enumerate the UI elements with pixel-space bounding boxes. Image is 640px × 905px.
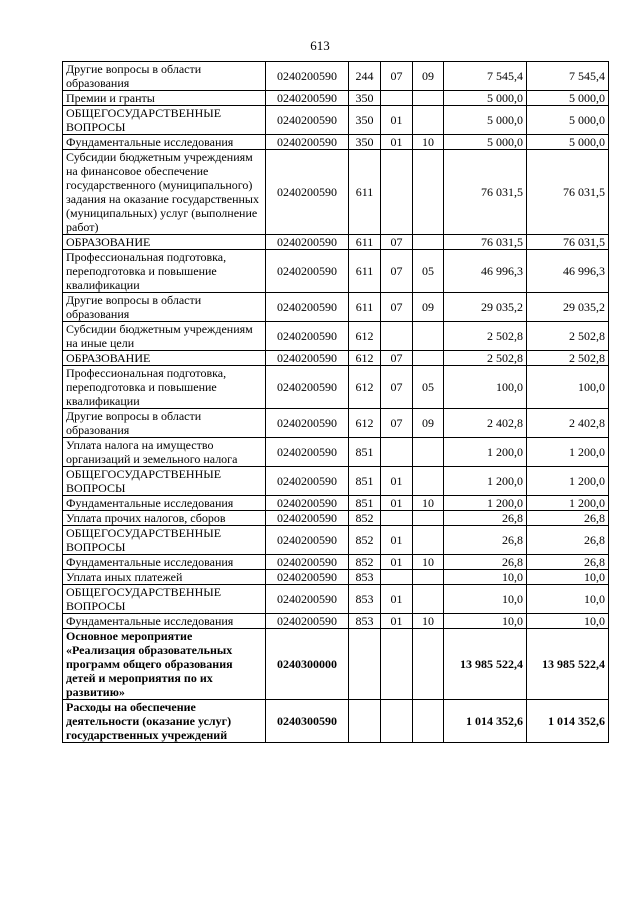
row-expense-type-cell: 350 bbox=[349, 91, 381, 106]
row-code-cell: 0240300590 bbox=[266, 700, 349, 743]
row-section-cell bbox=[381, 322, 413, 351]
row-section-cell bbox=[381, 150, 413, 235]
row-section-cell: 07 bbox=[381, 250, 413, 293]
row-name-cell: Уплата прочих налогов, сборов bbox=[63, 511, 266, 526]
row-name-cell: Профессиональная подготовка, переподготовка и повышение квалификации bbox=[63, 366, 266, 409]
row-sum2-cell: 2 402,8 bbox=[527, 409, 609, 438]
row-name-cell: ОБЩЕГОСУДАРСТВЕННЫЕ ВОПРОСЫ bbox=[63, 467, 266, 496]
row-sum1-cell: 5 000,0 bbox=[444, 91, 527, 106]
row-subsection-cell: 10 bbox=[413, 614, 444, 629]
page-number: 613 bbox=[310, 38, 330, 53]
table-row bbox=[63, 555, 609, 570]
row-sum2-cell: 1 200,0 bbox=[527, 496, 609, 511]
row-subsection-cell: 05 bbox=[413, 250, 444, 293]
row-expense-type-cell: 612 bbox=[349, 366, 381, 409]
row-code-cell: 0240200590 bbox=[266, 496, 349, 511]
row-section-cell: 01 bbox=[381, 496, 413, 511]
row-section-cell: 07 bbox=[381, 409, 413, 438]
row-expense-type-cell: 851 bbox=[349, 467, 381, 496]
row-code-cell: 0240200590 bbox=[266, 293, 349, 322]
row-sum1-cell: 5 000,0 bbox=[444, 135, 527, 150]
row-sum2-cell: 26,8 bbox=[527, 511, 609, 526]
row-code-cell: 0240200590 bbox=[266, 438, 349, 467]
row-code-cell: 0240200590 bbox=[266, 555, 349, 570]
row-name-cell: Другие вопросы в области образования bbox=[63, 293, 266, 322]
row-expense-type-cell: 611 bbox=[349, 235, 381, 250]
row-expense-type-cell: 853 bbox=[349, 614, 381, 629]
row-sum1-cell: 76 031,5 bbox=[444, 235, 527, 250]
row-sum2-cell: 10,0 bbox=[527, 585, 609, 614]
budget-table bbox=[62, 61, 609, 743]
row-subsection-cell: 10 bbox=[413, 555, 444, 570]
row-sum1-cell: 5 000,0 bbox=[444, 106, 527, 135]
table-row bbox=[63, 62, 609, 91]
row-expense-type-cell: 611 bbox=[349, 293, 381, 322]
row-name-cell: Фундаментальные исследования bbox=[63, 135, 266, 150]
row-section-cell: 01 bbox=[381, 585, 413, 614]
row-code-cell: 0240200590 bbox=[266, 614, 349, 629]
row-expense-type-cell: 852 bbox=[349, 511, 381, 526]
row-sum2-cell: 5 000,0 bbox=[527, 135, 609, 150]
table-row bbox=[63, 250, 609, 293]
row-section-cell: 07 bbox=[381, 366, 413, 409]
row-sum2-cell: 76 031,5 bbox=[527, 235, 609, 250]
row-subsection-cell: 09 bbox=[413, 62, 444, 91]
row-sum1-cell: 10,0 bbox=[444, 614, 527, 629]
row-subsection-cell bbox=[413, 570, 444, 585]
table-row bbox=[63, 629, 609, 700]
row-code-cell: 0240200590 bbox=[266, 62, 349, 91]
row-name-cell: Премии и гранты bbox=[63, 91, 266, 106]
row-subsection-cell bbox=[413, 235, 444, 250]
row-expense-type-cell bbox=[349, 700, 381, 743]
row-name-cell: Расходы на обеспечение деятельности (оказание услуг) государственных учреждений bbox=[63, 700, 266, 743]
row-sum1-cell: 2 402,8 bbox=[444, 409, 527, 438]
row-subsection-cell bbox=[413, 351, 444, 366]
row-subsection-cell bbox=[413, 467, 444, 496]
row-code-cell: 0240200590 bbox=[266, 322, 349, 351]
row-expense-type-cell: 612 bbox=[349, 409, 381, 438]
row-name-cell: Другие вопросы в области образования bbox=[63, 62, 266, 91]
row-sum2-cell: 26,8 bbox=[527, 555, 609, 570]
table-row bbox=[63, 235, 609, 250]
table-row bbox=[63, 526, 609, 555]
table-row bbox=[63, 366, 609, 409]
row-name-cell: ОБЩЕГОСУДАРСТВЕННЫЕ ВОПРОСЫ bbox=[63, 526, 266, 555]
table-row bbox=[63, 511, 609, 526]
row-section-cell bbox=[381, 570, 413, 585]
row-subsection-cell bbox=[413, 526, 444, 555]
row-code-cell: 0240200590 bbox=[266, 585, 349, 614]
table-body bbox=[63, 62, 609, 743]
row-name-cell: Субсидии бюджетным учреждениям на финансовое обеспечение государственного (муниципального) задания на оказание государственных (муниципальных) услуг (выполнение работ) bbox=[63, 150, 266, 235]
row-subsection-cell: 05 bbox=[413, 366, 444, 409]
row-sum1-cell: 2 502,8 bbox=[444, 322, 527, 351]
row-sum1-cell: 26,8 bbox=[444, 555, 527, 570]
table-row bbox=[63, 496, 609, 511]
row-expense-type-cell: 853 bbox=[349, 585, 381, 614]
row-name-cell: Фундаментальные исследования bbox=[63, 614, 266, 629]
row-subsection-cell: 09 bbox=[413, 409, 444, 438]
row-name-cell: Другие вопросы в области образования bbox=[63, 409, 266, 438]
row-code-cell: 0240200590 bbox=[266, 570, 349, 585]
row-section-cell bbox=[381, 629, 413, 700]
row-sum1-cell: 10,0 bbox=[444, 585, 527, 614]
row-name-cell: Уплата налога на имущество организаций и земельного налога bbox=[63, 438, 266, 467]
row-code-cell: 0240300000 bbox=[266, 629, 349, 700]
row-sum2-cell: 10,0 bbox=[527, 614, 609, 629]
row-sum2-cell: 5 000,0 bbox=[527, 91, 609, 106]
row-sum2-cell: 2 502,8 bbox=[527, 322, 609, 351]
row-sum1-cell: 7 545,4 bbox=[444, 62, 527, 91]
row-sum1-cell: 1 200,0 bbox=[444, 438, 527, 467]
row-name-cell: ОБЩЕГОСУДАРСТВЕННЫЕ ВОПРОСЫ bbox=[63, 585, 266, 614]
row-name-cell: Фундаментальные исследования bbox=[63, 555, 266, 570]
row-code-cell: 0240200590 bbox=[266, 351, 349, 366]
row-code-cell: 0240200590 bbox=[266, 366, 349, 409]
row-name-cell: Уплата иных платежей bbox=[63, 570, 266, 585]
table-row bbox=[63, 700, 609, 743]
row-sum2-cell: 10,0 bbox=[527, 570, 609, 585]
row-expense-type-cell: 611 bbox=[349, 250, 381, 293]
row-sum2-cell: 5 000,0 bbox=[527, 106, 609, 135]
row-section-cell bbox=[381, 91, 413, 106]
table-row bbox=[63, 351, 609, 366]
row-subsection-cell: 09 bbox=[413, 293, 444, 322]
row-subsection-cell bbox=[413, 700, 444, 743]
row-section-cell: 07 bbox=[381, 62, 413, 91]
row-section-cell: 07 bbox=[381, 235, 413, 250]
row-sum1-cell: 76 031,5 bbox=[444, 150, 527, 235]
row-code-cell: 0240200590 bbox=[266, 467, 349, 496]
row-section-cell: 01 bbox=[381, 614, 413, 629]
row-section-cell: 01 bbox=[381, 106, 413, 135]
row-section-cell: 01 bbox=[381, 526, 413, 555]
row-sum2-cell: 1 014 352,6 bbox=[527, 700, 609, 743]
row-sum2-cell: 46 996,3 bbox=[527, 250, 609, 293]
row-code-cell: 0240200590 bbox=[266, 135, 349, 150]
table-row bbox=[63, 135, 609, 150]
row-code-cell: 0240200590 bbox=[266, 511, 349, 526]
row-sum2-cell: 100,0 bbox=[527, 366, 609, 409]
row-name-cell: ОБРАЗОВАНИЕ bbox=[63, 351, 266, 366]
table-row bbox=[63, 570, 609, 585]
row-section-cell bbox=[381, 511, 413, 526]
row-subsection-cell bbox=[413, 322, 444, 351]
row-expense-type-cell: 611 bbox=[349, 150, 381, 235]
row-name-cell: Основное мероприятие «Реализация образовательных программ общего образования детей и мероприятия по их развитию» bbox=[63, 629, 266, 700]
row-section-cell: 07 bbox=[381, 351, 413, 366]
row-name-cell: ОБЩЕГОСУДАРСТВЕННЫЕ ВОПРОСЫ bbox=[63, 106, 266, 135]
row-sum1-cell: 1 200,0 bbox=[444, 467, 527, 496]
row-expense-type-cell: 852 bbox=[349, 555, 381, 570]
table-row bbox=[63, 438, 609, 467]
row-section-cell bbox=[381, 700, 413, 743]
row-section-cell: 01 bbox=[381, 135, 413, 150]
row-subsection-cell bbox=[413, 438, 444, 467]
row-sum1-cell: 26,8 bbox=[444, 511, 527, 526]
row-subsection-cell bbox=[413, 106, 444, 135]
row-expense-type-cell: 851 bbox=[349, 496, 381, 511]
row-sum1-cell: 29 035,2 bbox=[444, 293, 527, 322]
row-expense-type-cell: 852 bbox=[349, 526, 381, 555]
row-expense-type-cell: 612 bbox=[349, 351, 381, 366]
row-sum1-cell: 10,0 bbox=[444, 570, 527, 585]
row-sum2-cell: 1 200,0 bbox=[527, 438, 609, 467]
row-code-cell: 0240200590 bbox=[266, 150, 349, 235]
row-sum1-cell: 46 996,3 bbox=[444, 250, 527, 293]
row-code-cell: 0240200590 bbox=[266, 526, 349, 555]
row-section-cell: 07 bbox=[381, 293, 413, 322]
row-subsection-cell bbox=[413, 511, 444, 526]
table-row bbox=[63, 467, 609, 496]
row-sum2-cell: 1 200,0 bbox=[527, 467, 609, 496]
row-expense-type-cell: 350 bbox=[349, 106, 381, 135]
row-sum2-cell: 76 031,5 bbox=[527, 150, 609, 235]
table-row bbox=[63, 150, 609, 235]
table-row bbox=[63, 293, 609, 322]
row-sum2-cell: 2 502,8 bbox=[527, 351, 609, 366]
row-sum2-cell: 29 035,2 bbox=[527, 293, 609, 322]
row-expense-type-cell: 612 bbox=[349, 322, 381, 351]
row-subsection-cell: 10 bbox=[413, 135, 444, 150]
row-subsection-cell: 10 bbox=[413, 496, 444, 511]
table-row bbox=[63, 91, 609, 106]
row-sum2-cell: 13 985 522,4 bbox=[527, 629, 609, 700]
row-name-cell: Фундаментальные исследования bbox=[63, 496, 266, 511]
row-name-cell: Субсидии бюджетным учреждениям на иные цели bbox=[63, 322, 266, 351]
row-sum1-cell: 2 502,8 bbox=[444, 351, 527, 366]
row-sum1-cell: 1 014 352,6 bbox=[444, 700, 527, 743]
table-row bbox=[63, 106, 609, 135]
table-row bbox=[63, 409, 609, 438]
row-section-cell: 01 bbox=[381, 555, 413, 570]
row-code-cell: 0240200590 bbox=[266, 235, 349, 250]
row-expense-type-cell: 851 bbox=[349, 438, 381, 467]
row-subsection-cell bbox=[413, 629, 444, 700]
table-row bbox=[63, 322, 609, 351]
row-section-cell bbox=[381, 438, 413, 467]
table-row bbox=[63, 614, 609, 629]
row-expense-type-cell: 350 bbox=[349, 135, 381, 150]
row-sum1-cell: 26,8 bbox=[444, 526, 527, 555]
row-sum1-cell: 100,0 bbox=[444, 366, 527, 409]
row-code-cell: 0240200590 bbox=[266, 250, 349, 293]
row-subsection-cell bbox=[413, 585, 444, 614]
row-subsection-cell bbox=[413, 91, 444, 106]
row-sum1-cell: 1 200,0 bbox=[444, 496, 527, 511]
row-code-cell: 0240200590 bbox=[266, 106, 349, 135]
row-name-cell: Профессиональная подготовка, переподготовка и повышение квалификации bbox=[63, 250, 266, 293]
row-code-cell: 0240200590 bbox=[266, 91, 349, 106]
row-expense-type-cell bbox=[349, 629, 381, 700]
row-expense-type-cell: 244 bbox=[349, 62, 381, 91]
row-sum2-cell: 7 545,4 bbox=[527, 62, 609, 91]
row-sum2-cell: 26,8 bbox=[527, 526, 609, 555]
row-code-cell: 0240200590 bbox=[266, 409, 349, 438]
row-section-cell: 01 bbox=[381, 467, 413, 496]
row-sum1-cell: 13 985 522,4 bbox=[444, 629, 527, 700]
row-name-cell: ОБРАЗОВАНИЕ bbox=[63, 235, 266, 250]
row-subsection-cell bbox=[413, 150, 444, 235]
table-row bbox=[63, 585, 609, 614]
row-expense-type-cell: 853 bbox=[349, 570, 381, 585]
